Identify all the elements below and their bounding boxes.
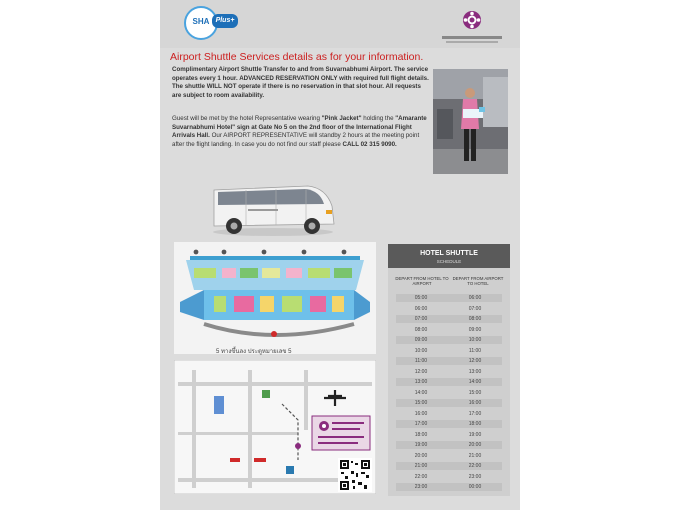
meeting-paragraph: [172, 115, 430, 149]
meeting-text-a: Guest will be met by the hotel Representative wearing: [172, 115, 322, 122]
meeting-gate-info: "Amarante Suvarnabhumi Hotel" sign at Gate No 5 on the 2nd floor of the International Flight Arrivals Hall.: [172, 115, 427, 140]
depart-hotel-time: 23:00: [414, 484, 428, 490]
table-row: [396, 305, 502, 313]
depart-airport-time: 13:00: [468, 368, 482, 375]
depart-airport-time: 16:00: [468, 400, 482, 406]
depart-airport-time: 06:00: [468, 295, 482, 301]
intro-paragraph: [172, 66, 430, 100]
depart-hotel-time: 08:00: [414, 326, 428, 333]
meeting-text-e: Our AIRPORT REPRESENTATIVE will standby 2 hours at the meeting point after the flight landing. In case you do not find our staff please: [172, 132, 420, 148]
table-row: [396, 336, 502, 344]
depart-hotel-time: 12:00: [414, 368, 428, 375]
depart-airport-time: 14:00: [468, 379, 482, 385]
depart-airport-time: 07:00: [468, 305, 482, 312]
depart-hotel-time: 16:00: [414, 410, 428, 417]
sha-label: SHA: [192, 17, 210, 26]
intro-text-a: Complimentary Airport Shuttle Transfer to and from Suvarnabhumi Airport. The service operates every 1 hour.: [172, 66, 429, 82]
column-header-depart-hotel: DEPART FROM HOTEL TO AIRPORT: [395, 276, 449, 286]
table-row: [396, 473, 502, 481]
table-row: [396, 483, 502, 491]
schedule-title: HOTEL SHUTTLE: [420, 250, 478, 257]
logo-wordmark: [442, 36, 502, 39]
logo-tagline: [446, 41, 498, 43]
intro-text-c: with required full flight details. The shuttle WILL NOT operate if there is no reservation in that slot hour. All requests are subject to room availability.: [172, 74, 429, 99]
depart-airport-time: 00:00: [468, 484, 482, 490]
table-row: [396, 378, 502, 386]
airport-terminal-map: [174, 242, 376, 354]
meeting-call-number: CALL 02 315 9090.: [342, 140, 397, 148]
schedule-header: [388, 244, 510, 268]
depart-hotel-time: 09:00: [414, 337, 428, 343]
table-row: [396, 368, 502, 376]
depart-airport-time: 20:00: [468, 442, 482, 448]
meeting-pink-jacket: "Pink Jacket": [321, 115, 362, 122]
depart-airport-time: 11:00: [468, 347, 482, 354]
depart-hotel-time: 14:00: [414, 389, 428, 396]
representative-photo: [433, 69, 508, 174]
depart-hotel-time: 06:00: [414, 305, 428, 312]
depart-hotel-time: 15:00: [414, 400, 428, 406]
table-row: [396, 389, 502, 397]
table-row: [396, 441, 502, 449]
table-row: [396, 420, 502, 428]
qr-code-icon[interactable]: [338, 458, 372, 492]
depart-hotel-time: 21:00: [414, 463, 428, 469]
depart-hotel-time: 22:00: [414, 473, 428, 480]
table-row: [396, 431, 502, 439]
depart-hotel-time: 07:00: [414, 316, 428, 322]
depart-hotel-time: 19:00: [414, 442, 428, 448]
table-row: [396, 315, 502, 323]
depart-hotel-time: 13:00: [414, 379, 428, 385]
depart-hotel-time: 10:00: [414, 347, 428, 354]
table-row: [396, 294, 502, 302]
depart-airport-time: 19:00: [468, 431, 482, 438]
intro-reservation-note: ADVANCED RESERVATION ONLY: [239, 74, 338, 82]
schedule-subtitle: SCHEDULE: [436, 259, 462, 264]
depart-airport-time: 23:00: [468, 473, 482, 480]
headline: Airport Shuttle Services details as for your information.: [170, 51, 424, 63]
table-row: [396, 410, 502, 418]
sha-plus-badge: Plus+: [212, 14, 238, 28]
table-row: [396, 399, 502, 407]
table-row: [396, 357, 502, 365]
table-row: [396, 452, 502, 460]
depart-hotel-time: 18:00: [414, 431, 428, 438]
depart-airport-time: 22:00: [468, 463, 482, 469]
depart-airport-time: 10:00: [468, 337, 482, 343]
amarante-lotus-logo-icon: [462, 10, 482, 30]
table-row: [396, 347, 502, 355]
depart-airport-time: 09:00: [468, 326, 482, 333]
flyer-page: [160, 0, 520, 510]
depart-hotel-time: 05:00: [414, 295, 428, 301]
meeting-text-c: holding the: [361, 115, 396, 122]
depart-airport-time: 18:00: [468, 421, 482, 427]
depart-airport-time: 08:00: [468, 316, 482, 322]
shuttle-schedule-panel: [388, 244, 510, 496]
depart-airport-time: 17:00: [468, 410, 482, 417]
depart-hotel-time: 17:00: [414, 421, 428, 427]
table-row: [396, 326, 502, 334]
depart-airport-time: 12:00: [468, 358, 482, 364]
depart-airport-time: 15:00: [468, 389, 482, 396]
depart-airport-time: 21:00: [468, 452, 482, 459]
depart-hotel-time: 11:00: [414, 358, 428, 364]
column-header-depart-airport: DEPART FROM AIRPORT TO HOTEL: [452, 276, 504, 286]
shuttle-van-image: [208, 176, 338, 238]
depart-hotel-time: 20:00: [414, 452, 428, 459]
airport-map-caption: 5 ทางขึ้นลง ประตูหมายเลข 5: [216, 349, 292, 355]
table-row: [396, 462, 502, 470]
